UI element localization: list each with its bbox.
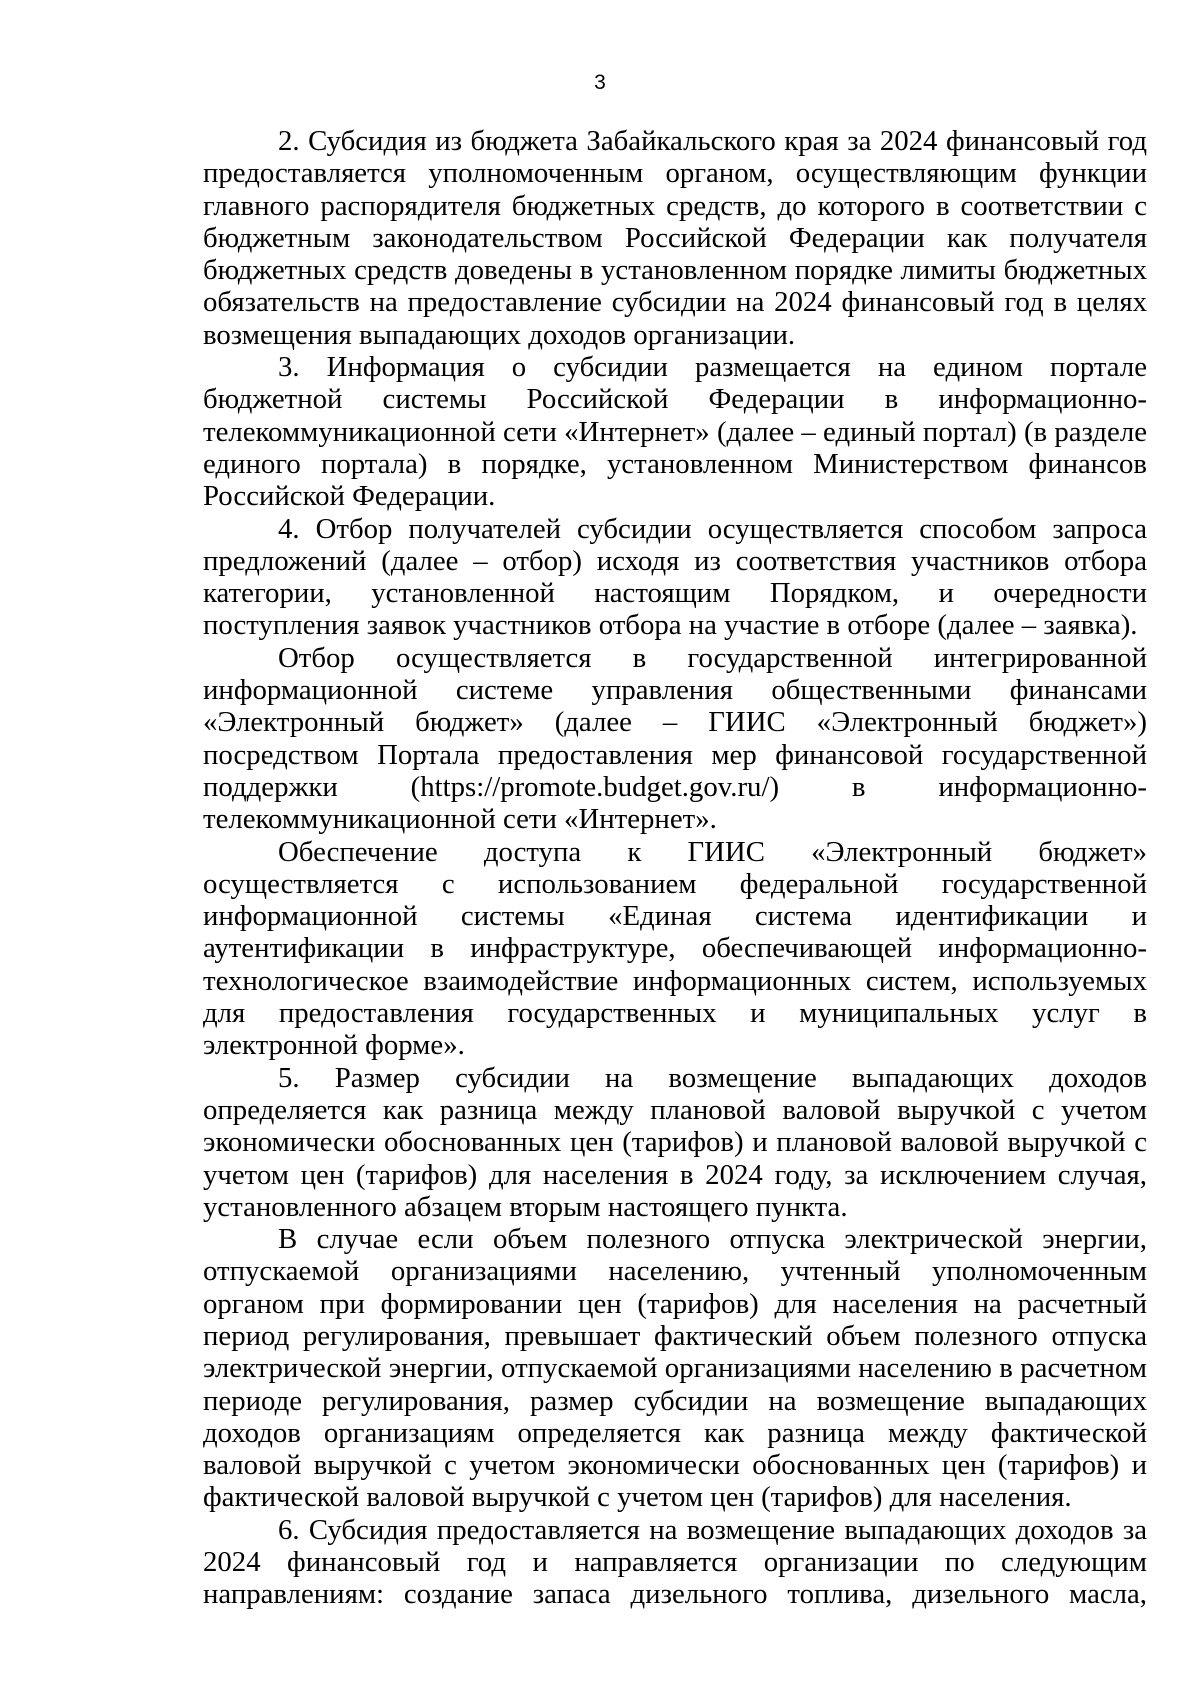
paragraph-2-subsidy-provider: 2. Субсидия из бюджета Забайкальского края за 2024 финансовый год предоставляется уполномоченным органом, осуществляющим функции главного распорядителя бюджетных средств, до которого в соответствии с бюджетным законодательством Российской Федерации как получателя бюджетных средств доведены в установленном порядке лимиты бюджетных обязательств на предоставление субсидии на 2024 финансовый год в целях возмещения выпадающих доходов организации.: [203, 125, 1147, 351]
document-body: [203, 125, 1147, 1611]
paragraph-4-recipient-selection: 4. Отбор получателей субсидии осуществляется способом запроса предложений (далее – отбор) исходя из соответствия участников отбора категории, установленной настоящим Порядком, и очередности поступления заявок участников отбора на участие в отборе (далее – заявка).: [203, 512, 1147, 642]
page-number: 3: [594, 71, 606, 94]
paragraph-subsidy-amount-exception: В случае если объем полезного отпуска электрической энергии, отпускаемой организациями населению, учтенный уполномоченным органом при формировании цен (тарифов) для населения на расчетный период регулирования, превышает фактический объем полезного отпуска электрической энергии, отпускаемой организациями населению в расчетном периоде регулирования, размер субсидии на возмещение выпадающих доходов организациям определяется как разница между фактической валовой выручкой с учетом экономически обоснованных цен (тарифов) и фактической валовой выручкой с учетом цен (тарифов) для населения.: [203, 1223, 1147, 1514]
paragraph-6-subsidy-directions: 6. Субсидия предоставляется на возмещение выпадающих доходов за 2024 финансовый год и направляется организации по следующим направлениям: создание запаса дизельного топлива, дизельного масла,: [203, 1513, 1147, 1611]
paragraph-selection-system: Отбор осуществляется в государственной интегрированной информационной системе управления общественными финансами «Электронный бюджет» (далее – ГИИС «Электронный бюджет») посредством Портала предоставления мер финансовой государственной поддержки (https://promote.budget.gov.ru/) в информационно-телекоммуникационной сети «Интернет».: [203, 641, 1147, 836]
paragraph-5-subsidy-amount: 5. Размер субсидии на возмещение выпадающих доходов определяется как разница между плановой валовой выручкой с учетом экономически обоснованных цен (тарифов) и плановой валовой выручкой с учетом цен (тарифов) для населения в 2024 году, за исключением случая, установленного абзацем вторым настоящего пункта.: [203, 1061, 1147, 1223]
paragraph-system-access: Обеспечение доступа к ГИИС «Электронный бюджет» осуществляется с использованием федеральной государственной информационной системы «Единая система идентификации и аутентификации в инфраструктуре, обеспечивающей информационно-технологическое взаимодействие информационных систем, используемых для предоставления государственных и муниципальных услуг в электронной форме».: [203, 835, 1147, 1062]
paragraph-3-subsidy-information: 3. Информация о субсидии размещается на едином портале бюджетной системы Российской Федерации в информационно-телекоммуникационной сети «Интернет» (далее – единый портал) (в разделе единого портала) в порядке, установленном Министерством финансов Российской Федерации.: [203, 351, 1147, 513]
